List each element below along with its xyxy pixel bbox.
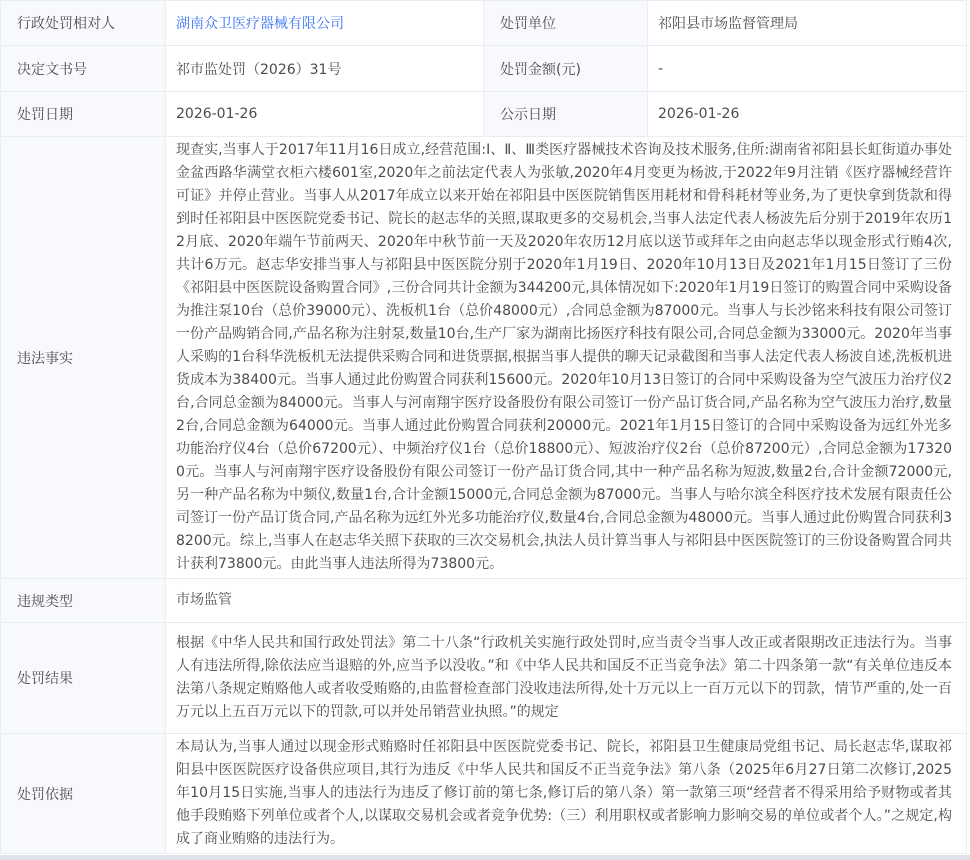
field-value-penalty-amount	[648, 46, 967, 92]
value-text: 根据《中华人民共和国行政处罚法》第二十八条“行政机关实施行政处罚时,应当责令当事人改正或者限期改正违法行为。当事人有违法所得,除依法应当退赔的外,应当予以没收。”和《中华人民共和国反不正当竞争法》第二十四条第一款“有关单位违反本法第八条规定贿赂他人或者收受贿赂的,由监督检查部门没收违法所得,处十万元以上一百万元以下的罚款，情节严重的,处一百万元以上五百万元以下的罚款,可以并处吊销营业执照。”的规定	[176, 635, 952, 720]
field-label-publicity-date	[484, 92, 648, 137]
value-text: 现查实,当事人于2017年11月16日成立,经营范围:Ⅰ、Ⅱ、Ⅲ类医疗器械技术咨询及技术服务,住所:湖南省祁阳县长虹街道办事处金盆西路华满堂衣柜六楼601室,2020年之前法定代表人为张敏,2020年4月变更为杨波,于2022年9月注销《医疗器械经营许可证》并停止营业。当事人从2017年成立以来开始在祁阳县中医医院销售医用耗材和骨科耗材等业务,为了更快拿到货款和得到时任祁阳县中医医院党委书记、院长的赵志华的关照,谋取更多的交易机会,当事人法定代表人杨波先后分别于2019年农历12月底、2020年端午节前两天、2020年中秋节前一天及2020年农历12月底以送节或拜年之由向赵志华以现金形式行贿4次,共计6万元。赵志华安排当事人与祁阳县中医医院分别于2020年1月19日、2020年10月13日及2021年1月15日签订了三份《祁阳县中医医院设备购置合同》,三份合同共计金额为344200元,具体情况如下:2020年1月19日签订的购置合同中采购设备为推注泵10台（总价39000元）、洗板机1台（总价48000元）,合同总金额为87000元。当事人与长沙铭来科技有限公司签订一份产品购销合同,产品名称为注射泵,数量10台,生产厂家为湖南比扬医疗科技有限公司,合同总金额为33000元。2020年当事人采购的1台科华洗板机无法提供采购合同和进货票据,根据当事人提供的聊天记录截图和当事人法定代表人杨波自述,洗板机进货成本为38400元。当事人通过此份购置合同获利15600元。2020年10月13日签订的合同中采购设备为空气波压力治疗仪2台,合同总金额为84000元。当事人与河南翔宇医疗设备股份有限公司签订一份产品订货合同,产品名称为空气波压力治疗,数量2台,合同总金额为64000元。当事人通过此份购置合同获利20000元。2021年1月15日签订的合同中采购设备为远红外光多功能治疗仪4台（总价67200元）、中频治疗仪1台（总价18800元）、短波治疗仪2台（总价87200元）,合同总金额为173200元。当事人与河南翔宇医疗设备股份有限公司签订一份产品订货合同,其中一种产品名称为短波,数量2台,合计金额72000元,另一种产品名称为中频仪,数量1台,合计金额15000元,合同总金额为87000元。当事人与哈尔滨全科医疗技术发展有限责任公司签订一份产品订货合同,产品名称为远红外光多功能治疗仪,数量4台,合同总金额为48000元。当事人通过此份购置合同获利38200元。综上,当事人在赵志华关照下获取的三次交易机会,执法人员计算当事人与祁阳县中医医院签订的三份设备购置合同共计获利73800元。由此当事人违法所得为73800元。	[176, 142, 952, 572]
value-text: 祁阳县市场监督管理局	[658, 16, 798, 32]
company-link[interactable]: 湖南众卫医疗器械有限公司	[176, 16, 344, 32]
label-text: 决定文书号	[17, 61, 87, 78]
field-value-penalty-date	[166, 92, 484, 137]
table-row-penalty-basis	[1, 734, 967, 854]
field-value-penalty-basis	[166, 734, 967, 854]
field-label-illegal-facts	[1, 137, 166, 579]
label-text: 违规类型	[17, 593, 73, 610]
field-value-illegal-facts	[166, 137, 967, 579]
field-value-violation-type	[166, 579, 967, 623]
field-value-document-number	[166, 46, 484, 92]
value-text: 2026-01-26	[176, 106, 258, 122]
table-row-illegal-facts	[1, 137, 967, 579]
label-text: 处罚依据	[17, 786, 73, 803]
table-row-violation-type	[1, 579, 967, 623]
field-label-penalty-amount	[484, 46, 648, 92]
field-label-violation-type	[1, 579, 166, 623]
field-value-party	[166, 1, 484, 46]
label-text: 行政处罚相对人	[17, 16, 115, 32]
field-value-penalty-result	[166, 623, 967, 734]
table-row-penalty-result	[1, 623, 967, 734]
label-text: 公示日期	[500, 107, 556, 123]
label-text: 违法事实	[17, 350, 73, 367]
field-label-document-number	[1, 46, 166, 92]
field-label-penalty-unit	[484, 1, 648, 46]
value-text: 祁市监处罚（2026）31号	[176, 61, 342, 78]
field-label-penalty-result	[1, 623, 166, 734]
field-label-penalty-basis	[1, 734, 166, 854]
label-text: 处罚单位	[500, 16, 556, 32]
field-label-penalty-date	[1, 92, 166, 137]
value-text: 2026-01-26	[658, 106, 740, 122]
value-text: -	[658, 60, 664, 77]
value-text: 本局认为,当事人通过以现金形式贿赂时任祁阳县中医医院党委书记、院长，祁阳县卫生健康局党组书记、局长赵志华,谋取祁阳县中医医院医疗设备供应项目,其行为违反《中华人民共和国反不正当竞争法》第八条（2025年6月27日第二次修订,2025年10月15日实施,当事人的违法行为违反了修订前的第七条,修订后的第八条）第一款第三项“经营者不得采用给予财物或者其他手段贿赂下列单位或者个人,以谋取交易机会或者竞争优势:（三）利用职权或者影响力影响交易的单位或者个人。”之规定,构成了商业贿赂的违法行为。	[176, 739, 952, 847]
table-row-dates	[1, 92, 967, 137]
label-text: 处罚日期	[17, 107, 73, 123]
field-label-party	[1, 1, 166, 46]
table-row-document-number	[1, 46, 967, 92]
label-text: 处罚金额(元)	[500, 61, 581, 78]
table-row-party	[1, 1, 967, 46]
bottom-divider	[0, 855, 970, 860]
field-value-publicity-date	[648, 92, 967, 137]
value-text: 市场监管	[176, 592, 232, 608]
label-text: 处罚结果	[17, 671, 73, 687]
field-value-penalty-unit	[648, 1, 967, 46]
